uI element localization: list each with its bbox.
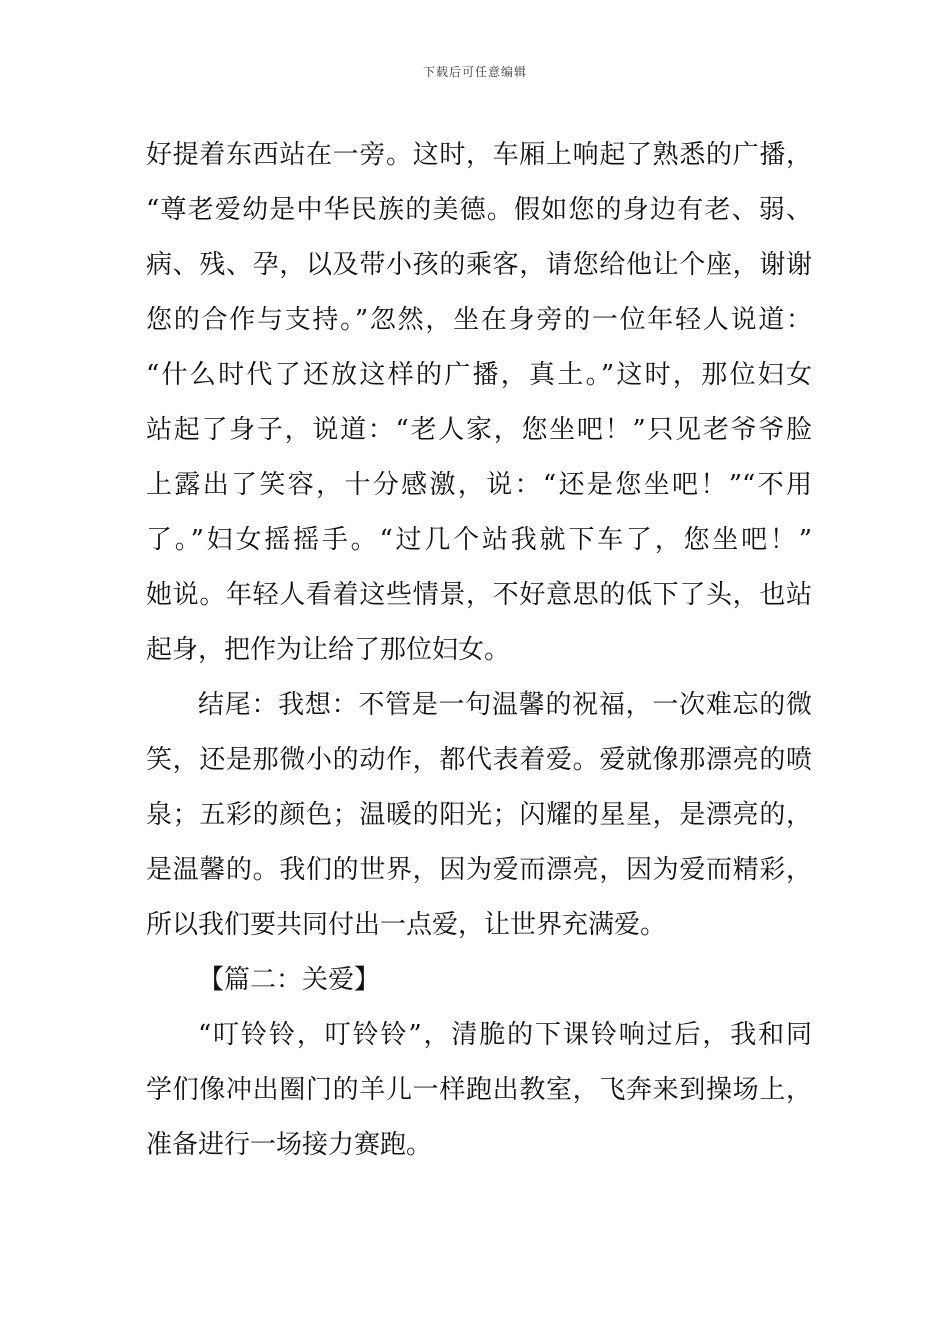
text-line: 她说。年轻人看着这些情景，不好意思的低下了头，也站 bbox=[146, 580, 812, 610]
text-line: 学们像冲出圈门的羊儿一样跑出教室，飞奔来到操场上， bbox=[146, 1075, 812, 1105]
text-line: 是温馨的。我们的世界，因为爱而漂亮，因为爱而精彩， bbox=[146, 855, 812, 885]
text-line: 病、残、孕，以及带小孩的乘客，请您给他让个座，谢谢 bbox=[146, 250, 812, 280]
text-line: 起身，把作为让给了那位妇女。 bbox=[146, 635, 511, 665]
text-line: 准备进行一场接力赛跑。 bbox=[146, 1130, 433, 1160]
body-text bbox=[146, 128, 812, 1173]
text-line: “什么时代了还放这样的广播，真土。”这时，那位妇女 bbox=[146, 360, 812, 390]
text-line: 您的合作与支持。”忽然，坐在身旁的一位年轻人说道： bbox=[146, 305, 812, 335]
text-line: 所以我们要共同付出一点爱，让世界充满爱。 bbox=[146, 910, 667, 940]
text-line: 了。”妇女摇摇手。“过几个站我就下车了，您坐吧！” bbox=[146, 525, 812, 555]
text-line: 笑，还是那微小的动作，都代表着爱。爱就像那漂亮的喷 bbox=[146, 745, 812, 775]
text-line: 好提着东西站在一旁。这时，车厢上响起了熟悉的广播， bbox=[146, 140, 812, 170]
page-header: 下载后可任意编辑 bbox=[422, 65, 527, 79]
text-line: 站起了身子，说道：“老人家，您坐吧！”只见老爷爷脸 bbox=[146, 415, 812, 445]
text-line: 上露出了笑容，十分感激，说：“还是您坐吧！”“不用 bbox=[146, 470, 812, 500]
text-line: “尊老爱幼是中华民族的美德。假如您的身边有老、弱、 bbox=[146, 195, 812, 225]
text-line: 结尾：我想：不管是一句温馨的祝福，一次难忘的微 bbox=[198, 690, 812, 720]
text-line: 泉；五彩的颜色；温暖的阳光；闪耀的星星，是漂亮的， bbox=[146, 800, 812, 830]
section-heading: 【篇二：关爱】 bbox=[198, 965, 381, 995]
text-line: “叮铃铃，叮铃铃”，清脆的下课铃响过后，我和同 bbox=[198, 1020, 812, 1050]
